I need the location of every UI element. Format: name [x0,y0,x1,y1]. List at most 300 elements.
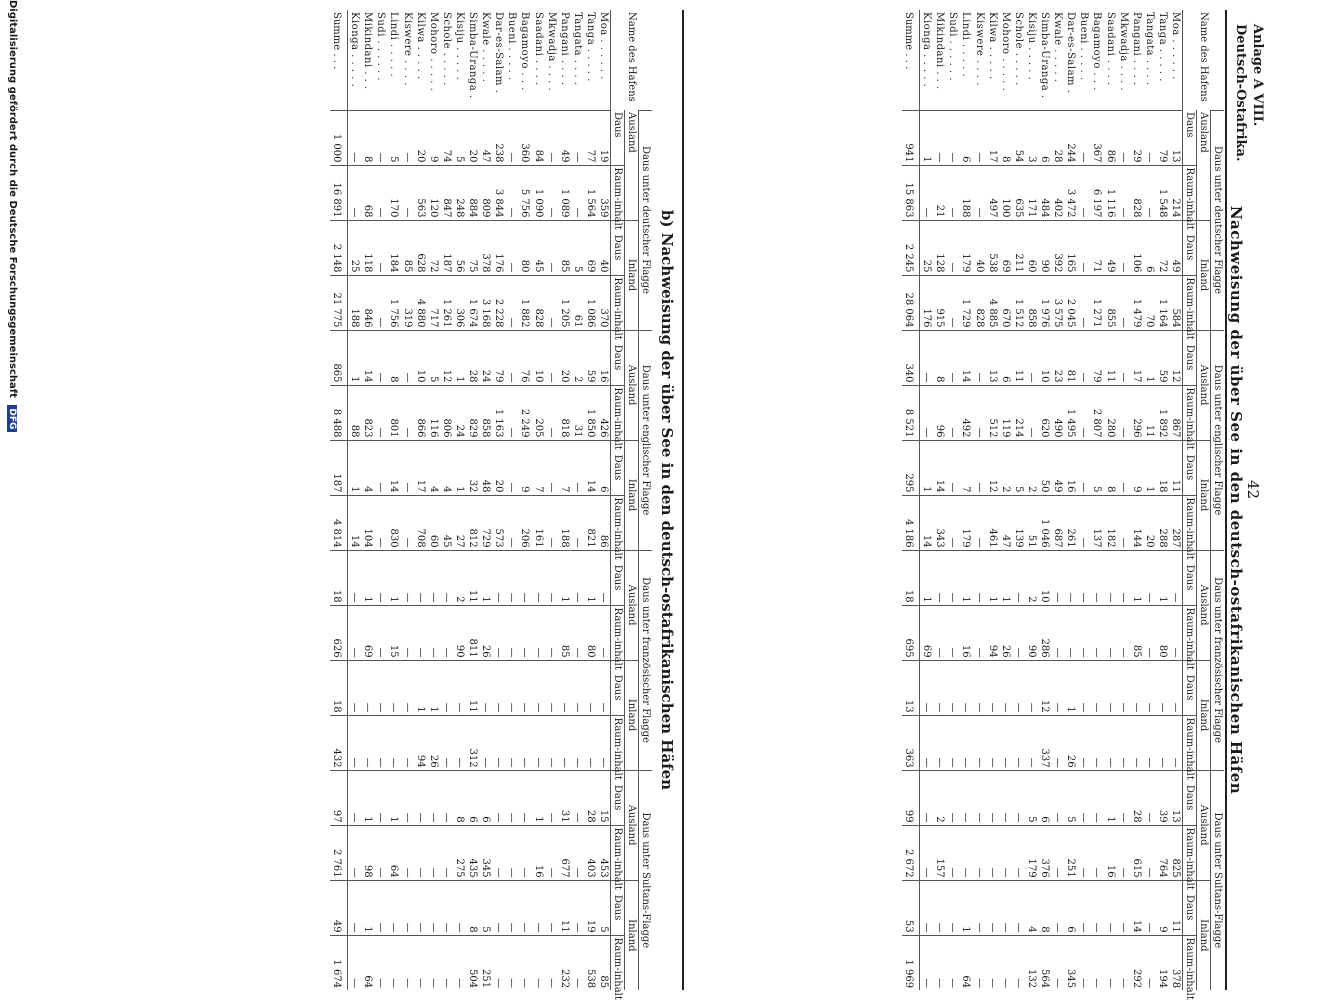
table-cell: — [1143,935,1156,990]
table-cell: — [1077,550,1090,605]
table-cell: — [1077,275,1090,330]
table-cell: 4 880 [414,275,427,330]
table-cell: — [999,770,1012,825]
table-cell: — [492,550,505,605]
table-cell: — [946,880,959,935]
table-cell: 6 [466,770,479,825]
table-cell: 5 [1025,770,1038,825]
table-cell: — [558,715,571,770]
table-cell: — [401,715,414,770]
table-cell: — [505,715,518,770]
port-name: Saadani . . . . [1104,12,1116,86]
table-cell: — [401,770,414,825]
col-header-daus: Daus [1183,770,1197,825]
table-cell: 306 [453,275,466,330]
table-cell: — [505,110,518,165]
table-cell: — [973,165,986,220]
table-cell: 7 [959,440,972,495]
table-cell: — [1117,550,1130,605]
table-cell: 179 [1025,825,1038,880]
table-cell: 16 [597,330,611,385]
table-row [348,10,362,990]
table-cell: 17 [986,110,999,165]
table-cell: 26 [479,605,492,660]
table-cell: 84 [531,110,544,165]
table-cell: — [414,550,427,605]
sum-cell: 695 [902,605,920,660]
table-b [330,10,652,1000]
table-cell: 628 [414,220,427,275]
table-cell: — [505,660,518,715]
table-cell: 829 [466,385,479,440]
table-cell: — [1103,605,1116,660]
table-cell: 4 885 [986,275,999,330]
table-cell: — [1103,715,1116,770]
table-cell: 6 [959,110,972,165]
table-cell: 830 [387,495,400,550]
port-name: Kiswere . . . . [401,12,413,86]
col-header-rauminhalt: Raum-inhalt [611,715,625,770]
table-cell: — [1090,935,1103,990]
table-cell: — [427,825,440,880]
annex-line-2: Deutsch-Ostafrika. [1233,24,1248,162]
table-cell: 563 [414,165,427,220]
table-cell: — [1169,660,1183,715]
table-cell: — [986,935,999,990]
table-cell: — [946,275,959,330]
table-cell: 635 [1012,165,1025,220]
sub-header-ausland: Ausland [1197,110,1211,220]
table-cell: — [505,220,518,275]
sub-header-ausland: Ausland [625,550,639,660]
table-a-title: Nachweisung der über See in den deutsch-ostafrikanischen Häfen [1227,205,1245,795]
table-cell: — [959,770,972,825]
table-cell: — [414,770,427,825]
port-name: Tanga . . . . . [584,12,596,82]
table-cell: — [1077,715,1090,770]
port-name: Mkwadja . . . . [545,12,557,92]
table-cell: 1 [999,550,1012,605]
table-cell: — [946,825,959,880]
table-cell: — [1130,660,1143,715]
table-cell: 14 [1130,880,1143,935]
table-cell: 12 [986,440,999,495]
group-header-sultan: Daus unter Sultans-Flagge [639,770,653,990]
sum-cell: 18 [902,550,920,605]
port-name: Kionga . . . . . [349,12,361,88]
table-cell: 15 [597,770,611,825]
table-cell: 85 [597,935,611,990]
sum-label: Summe . . . [902,10,920,110]
table-row [946,10,959,990]
table-cell: 176 [920,275,934,330]
table-cell: 828 [531,275,544,330]
port-name: Pangani . . . . [558,12,570,86]
table-cell: — [387,880,400,935]
table-row [505,10,518,990]
table-cell: 139 [1012,495,1025,550]
table-cell: 72 [1156,220,1169,275]
sum-cell: 49 [330,880,348,935]
table-row [1117,10,1130,990]
table-cell: 194 [1156,935,1169,990]
table-cell: 1 [453,440,466,495]
table-cell: — [505,275,518,330]
table-cell: 69 [920,605,934,660]
table-row [545,10,558,990]
table-cell: — [946,660,959,715]
sum-cell: 16 891 [330,165,348,220]
table-cell: 170 [387,165,400,220]
table-cell: — [492,880,505,935]
table-cell: 20 [414,110,427,165]
table-cell: — [1077,330,1090,385]
table-cell: 14 [361,330,374,385]
table-cell: 13 [986,330,999,385]
table-cell: 28 [584,770,597,825]
table-row [414,10,427,990]
table-cell: 69 [361,605,374,660]
col-header-daus: Daus [611,330,625,385]
col-header-rauminhalt: Raum-inhalt [611,605,625,660]
table-cell: — [453,935,466,990]
sum-cell: 2 672 [902,825,920,880]
table-cell: 54 [1012,110,1025,165]
table-cell: 2 [1025,440,1038,495]
table-cell: 821 [584,495,597,550]
table-cell: — [986,715,999,770]
table-cell: — [597,605,611,660]
table-cell: — [1117,110,1130,165]
table-cell: — [571,715,584,770]
table-cell: 100 [999,165,1012,220]
table-cell: — [505,550,518,605]
table-cell: 60 [1025,220,1038,275]
table-cell: 1 [1103,770,1116,825]
table-cell: 11 [1012,330,1025,385]
table-cell: — [374,880,387,935]
table-cell: — [401,495,414,550]
table-cell: 677 [558,825,571,880]
table-cell: — [1012,935,1025,990]
table-cell: — [505,605,518,660]
table-cell: 11 [1143,385,1156,440]
table-cell: — [479,660,492,715]
table-cell: — [374,605,387,660]
port-name: Sudi . . . . . . [947,12,959,82]
table-cell: — [571,495,584,550]
port-name: Tangata . . . . [571,12,583,86]
table-cell: 85 [558,220,571,275]
table-cell: 90 [1038,220,1051,275]
table-cell: 1 479 [1130,275,1143,330]
table-cell: — [1051,660,1064,715]
table-cell: 823 [361,385,374,440]
table-cell: 47 [999,495,1012,550]
table-cell: 85 [558,605,571,660]
port-name: Kilwa . . . . . [414,12,426,80]
table-cell: — [401,385,414,440]
table-cell: — [518,770,531,825]
table-cell: 6 [479,770,492,825]
table-cell: 8 [999,110,1012,165]
sum-cell: 4 186 [902,495,920,550]
table-cell: 182 [1103,495,1116,550]
table-cell: — [440,605,453,660]
table-cell: 847 [440,165,453,220]
table-cell: 812 [466,495,479,550]
table-cell: — [492,715,505,770]
table-cell: — [401,605,414,660]
sum-cell: 187 [330,440,348,495]
table-cell: — [933,715,946,770]
table-row [1103,10,1116,990]
table-cell: — [414,880,427,935]
table-cell: — [1117,770,1130,825]
table-cell: 64 [959,935,972,990]
table-cell: 312 [466,715,479,770]
table-row [973,10,986,990]
table-cell: — [374,660,387,715]
table-cell: — [1077,605,1090,660]
table-cell: 94 [414,715,427,770]
table-cell: 1 [348,330,362,385]
table-cell: — [401,935,414,990]
table-cell: — [973,770,986,825]
port-name: Mikindani . . . [362,12,374,90]
table-cell: — [1077,440,1090,495]
table-cell: 1 [584,550,597,605]
table-cell: 187 [440,220,453,275]
table-cell: — [1051,605,1064,660]
table-cell: 858 [1025,275,1038,330]
table-cell: 729 [479,495,492,550]
col-header-rauminhalt: Raum-inhalt [1183,935,1197,990]
top-rule [1225,10,1227,990]
table-cell: — [973,330,986,385]
table-cell: — [1077,935,1090,990]
table-cell: 18 [1156,440,1169,495]
table-cell: 20 [1143,495,1156,550]
table-cell: — [401,660,414,715]
table-cell: — [401,165,414,220]
table-cell: — [973,605,986,660]
table-cell: — [1090,770,1103,825]
table-row [1051,10,1064,990]
table-cell: 1 [387,770,400,825]
sum-cell: 99 [902,770,920,825]
table-cell: — [959,715,972,770]
table-cell: — [401,440,414,495]
sum-cell: 1 674 [330,935,348,990]
table-cell: — [1077,880,1090,935]
table-cell: 4 [1025,880,1038,935]
table-cell: 51 [1025,495,1038,550]
table-cell: 80 [518,220,531,275]
table-cell: — [348,880,362,935]
table-cell: 69 [584,220,597,275]
table-cell: — [986,660,999,715]
table-cell: 687 [1051,495,1064,550]
table-cell: — [1077,110,1090,165]
table-cell: — [440,550,453,605]
sum-cell: 53 [902,880,920,935]
table-row [531,10,544,990]
sub-header-ausland: Ausland [1197,550,1211,660]
table-cell: 27 [453,495,466,550]
table-row [466,10,479,990]
table-cell: 61 [571,275,584,330]
table-cell: 165 [1064,220,1077,275]
table-cell: 49 [1103,220,1116,275]
col-header-daus: Daus [611,220,625,275]
table-cell: — [1117,495,1130,550]
table-cell: — [545,605,558,660]
col-header-daus: Daus [1183,880,1197,935]
table-cell: — [374,770,387,825]
col-header-rauminhalt: Raum-inhalt [1183,275,1197,330]
table-cell: — [440,770,453,825]
table-cell: 1 [414,660,427,715]
table-cell: — [348,770,362,825]
table-cell: 806 [440,385,453,440]
table-cell: — [492,605,505,660]
sum-cell: 8 488 [330,385,348,440]
sub-header-inland: Inland [1197,440,1211,550]
table-cell: — [531,880,544,935]
table-cell: 1 976 [1038,275,1051,330]
col-header-rauminhalt: Raum-inhalt [611,935,625,990]
sub-header-inland: Inland [1197,660,1211,770]
table-cell: 296 [1130,385,1143,440]
table-cell: 367 [1090,110,1103,165]
table-cell: 28 [1051,110,1064,165]
table-cell: — [374,825,387,880]
sub-header-inland: Inland [625,880,639,990]
table-cell: — [1090,605,1103,660]
table-cell: 16 [959,605,972,660]
table-cell: — [986,770,999,825]
table-cell: — [545,220,558,275]
port-name: Kilwa . . . . . [986,12,998,80]
table-row [986,10,999,990]
table-cell: — [946,385,959,440]
table-row [571,10,584,990]
table-cell: — [387,715,400,770]
table-row [558,10,571,990]
table-cell: 16 [531,825,544,880]
table-cell: — [505,495,518,550]
mid-rule [682,10,684,990]
page-number: 42 [1244,480,1262,500]
table-cell: 564 [1038,935,1051,990]
table-cell: — [1117,605,1130,660]
rotated-content [7,0,1324,1000]
table-cell: — [973,110,986,165]
table-cell: 867 [1169,385,1183,440]
sum-cell: 865 [330,330,348,385]
table-cell: — [361,715,374,770]
table-cell: 79 [1090,330,1103,385]
table-cell: 214 [1012,385,1025,440]
port-name: Tanga . . . . . [1156,12,1168,82]
col-header-rauminhalt: Raum-inhalt [611,495,625,550]
sum-cell: 432 [330,715,348,770]
table-cell: 176 [492,220,505,275]
table-cell: 79 [492,330,505,385]
table-row [361,10,374,990]
table-a [902,10,1224,1000]
table-cell: 31 [558,770,571,825]
table-cell: 179 [959,495,972,550]
table-cell: 26 [427,715,440,770]
table-cell: — [1117,880,1130,935]
col-header-rauminhalt: Raum-inhalt [1183,825,1197,880]
table-row [1038,10,1051,990]
table-cell: 161 [531,495,544,550]
sub-header-inland: Inland [1197,220,1211,330]
table-cell: — [571,660,584,715]
table-cell: — [1077,495,1090,550]
table-cell: 866 [414,385,427,440]
table-cell: 708 [414,495,427,550]
sum-cell: 340 [902,330,920,385]
table-cell: 17 [1130,330,1143,385]
table-cell: 8 [453,770,466,825]
table-cell: — [427,880,440,935]
sub-header-ausland: Ausland [625,110,639,220]
table-cell: 490 [1051,385,1064,440]
table-cell: 26 [999,605,1012,660]
group-header-german: Daus unter deutscher Flagge [639,110,653,330]
table-cell: — [973,660,986,715]
table-cell: 80 [1156,605,1169,660]
table-row [492,10,505,990]
table-cell: 5 [1090,440,1103,495]
table-cell: 14 [387,440,400,495]
table-row [933,10,946,990]
sum-cell: 1 969 [902,935,920,990]
table-cell: — [518,660,531,715]
port-name: Pangani . . . . [1130,12,1142,86]
table-cell: — [505,770,518,825]
table-cell: — [374,935,387,990]
table-cell: — [348,605,362,660]
sum-cell: 13 [902,660,920,715]
col-header-daus: Daus [611,770,625,825]
table-cell: — [1117,165,1130,220]
table-cell: 10 [1038,330,1051,385]
table-cell: — [1077,825,1090,880]
table-cell: 915 [933,275,946,330]
table-cell: 214 [1169,165,1183,220]
table-cell: 1 [1143,440,1156,495]
port-name: Kwale . . . . . [1052,12,1064,83]
table-cell: — [505,825,518,880]
table-cell: 120 [427,165,440,220]
table-cell: — [973,550,986,605]
table-cell: — [1077,165,1090,220]
table-cell: 14 [920,495,934,550]
table-cell: 85 [1130,605,1143,660]
table-cell: 1 [1064,660,1077,715]
table-cell: 86 [1103,110,1116,165]
table-cell: — [933,110,946,165]
sub-header-ausland: Ausland [1197,330,1211,440]
table-cell: — [1143,165,1156,220]
table-row [1143,10,1156,990]
table-cell: — [387,660,400,715]
